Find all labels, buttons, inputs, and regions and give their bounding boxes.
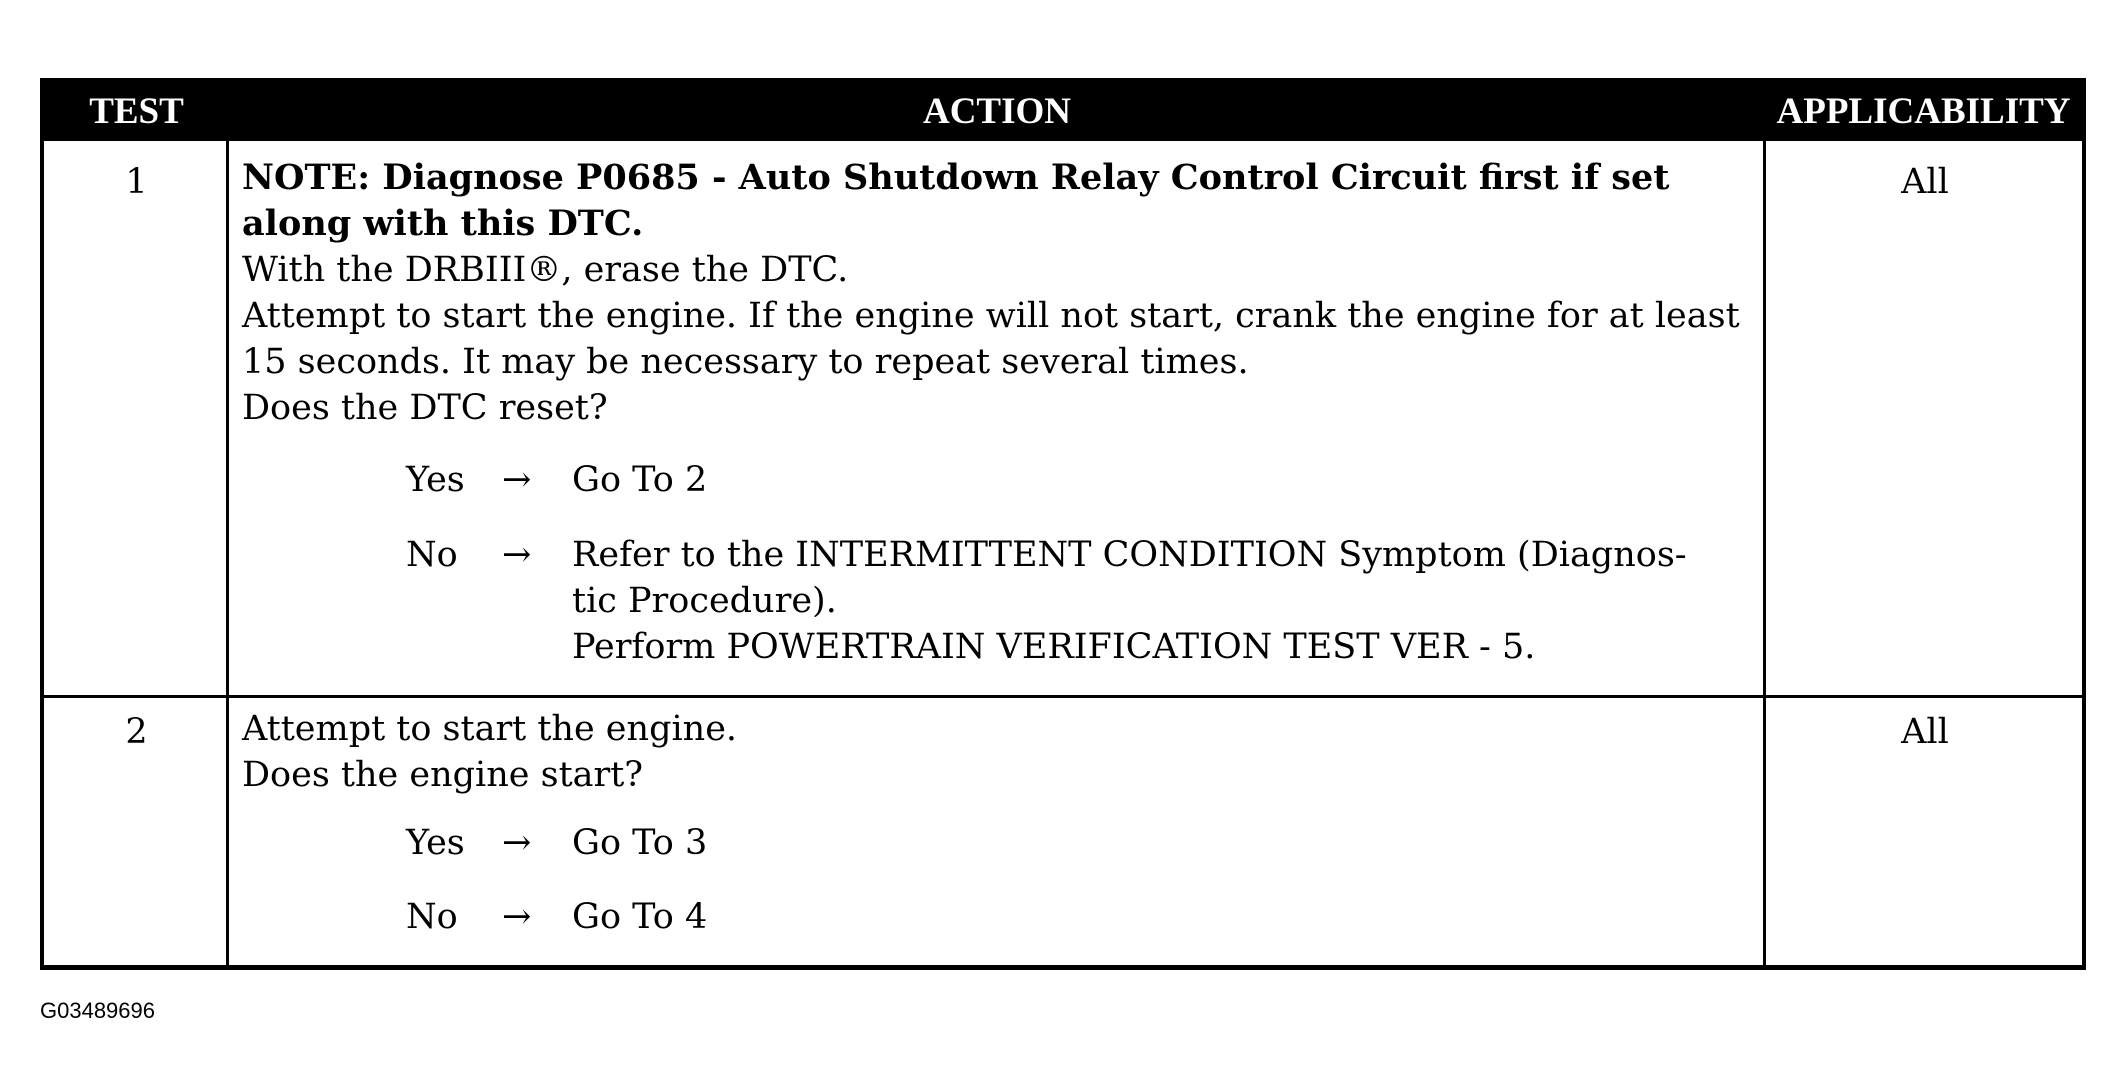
instruction-line: With the DRBIII®, erase the DTC. [242,250,849,290]
note-line: NOTE: Diagnose P0685 - Auto Shutdown Relay Control Circuit first if set [242,157,1670,198]
instruction-line: Attempt to start the engine. [242,709,738,749]
test-number: 1 [125,162,148,202]
header-action: ACTION [922,91,1072,132]
choice-yes [406,457,1756,503]
test-number: 2 [125,712,148,752]
diagnostic-test-table [40,78,2086,970]
choice-result: tic Procedure). [572,581,837,621]
choice-label: Yes [406,460,465,500]
applicability-value: All [1901,162,1949,202]
instruction-line: 15 seconds. It may be necessary to repeat several times. [242,342,1249,382]
arrow-icon: → [502,823,532,863]
choice-result: Perform POWERTRAIN VERIFICATION TEST VER - 5. [572,627,1536,667]
choice-result: Refer to the INTERMITTENT CONDITION Symptom (Diagnos- [572,535,1687,575]
applicability-value: All [1901,712,1949,752]
note-line: along with this DTC. [242,203,644,244]
choice-result: Go To 3 [572,823,708,863]
instruction-line: Attempt to start the engine. If the engine will not start, crank the engine for at least [242,296,1740,336]
table-row-1 [44,144,2082,695]
table-header [44,82,2082,141]
choice-no [406,532,1756,672]
figure-id: G03489696 [40,998,155,1023]
question-line: Does the engine start? [242,755,644,795]
action-text [242,706,1752,798]
choice-label: No [406,897,458,937]
choice-result: Go To 2 [572,460,708,500]
arrow-icon: → [502,460,532,500]
header-test: TEST [89,91,184,132]
arrow-icon: → [502,535,532,575]
question-line: Does the DTC reset? [242,388,608,428]
choice-no [406,894,1756,940]
header-applicability: APPLICABILITY [1776,91,2071,132]
table-row-2 [44,698,2082,965]
action-text [242,155,1752,431]
choice-label: Yes [406,823,465,863]
arrow-icon: → [502,897,532,937]
choice-yes [406,820,1756,866]
choice-label: No [406,535,458,575]
choice-result: Go To 4 [572,897,708,937]
